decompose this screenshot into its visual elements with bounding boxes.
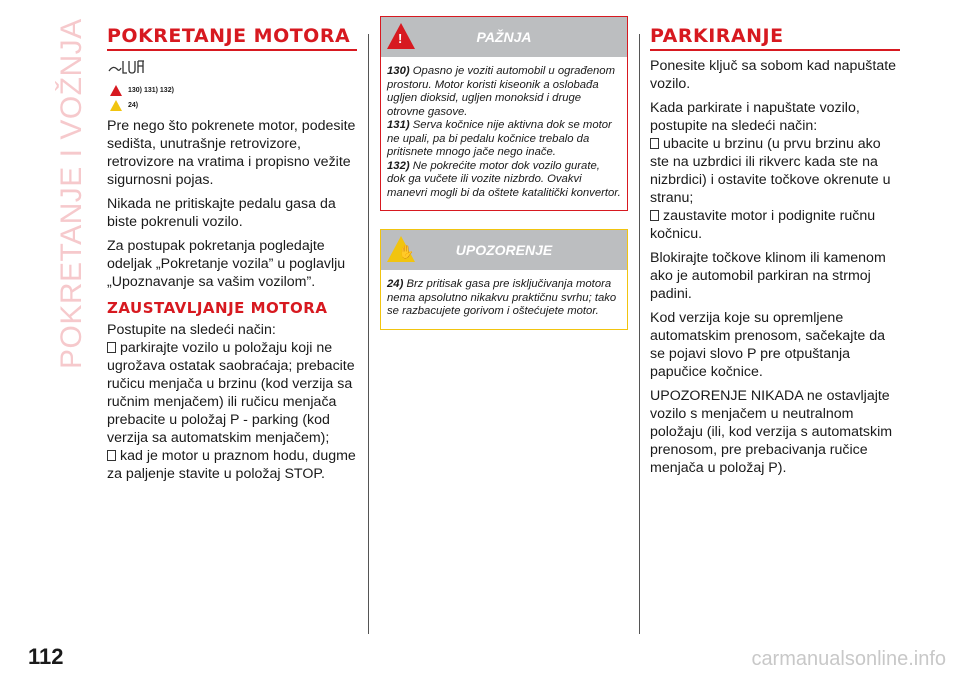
caution-item: 24) Brz pritisak gasa pre isključivanja motora nema apsolutno nikakvu praktičnu svrhu; tako se razbacujete gorivom i oštećujete motor.	[387, 278, 617, 317]
warning-title: PAŽNJA	[476, 29, 532, 45]
warning-item: 132) Ne pokrećite motor dok vozilo gurate, dok ga vučete ili vozite nizbrdo. Ovakvi manevri mogli bi da oštete katalitički konvertor.	[387, 159, 621, 199]
caution-box-body	[381, 270, 627, 329]
paragraph: Za postupak pokretanja pogledajte odeljak „Pokretanje vozila” u poglavlju „Upoznavanje sa vašim vozilom”.	[107, 238, 346, 290]
list-item: parkirajte vozilo u položaju koji ne ugrožava ostatak saobraćaja; prebacite ručicu menjača u brzinu (kod verzija sa ručnim menjačem) ili ručicu menjača prebacite u položaj P - parking (kod verzija sa automatskim menjačem);	[107, 340, 355, 446]
list-item: kad je motor u praznom hodu, dugme za paljenje stavite u položaj STOP.	[107, 448, 356, 482]
section-heading-engine-start: POKRETANJE MOTORA	[107, 28, 357, 51]
watermark: carmanualsonline.info	[751, 648, 946, 670]
warning-box	[380, 16, 628, 211]
caution-ref-numbers: 24)	[128, 102, 139, 109]
list-item: zaustavite motor i podignite ručnu kočnicu.	[650, 208, 876, 242]
list-item: ubacite u brzinu (u prvu brzinu ako ste na uzbrdici ili rikverc kada ste na nizbrdici) i ostavite točkove okrenute u stranu;	[650, 136, 891, 206]
engine-start-symbol-icon	[107, 57, 357, 81]
warning-triangle-icon: !	[387, 23, 415, 49]
caution-box-header	[381, 230, 627, 270]
paragraph: Ponesite ključ sa sobom kad napuštate vozilo.	[650, 58, 897, 92]
column-divider	[368, 34, 369, 634]
bullet-box-icon	[650, 138, 659, 149]
column-parking	[650, 25, 900, 477]
caution-reference	[107, 100, 357, 111]
warning-triangle-icon	[110, 85, 122, 96]
section-heading-parking: PARKIRANJE	[650, 28, 900, 51]
paragraph: Postupite na sledeći način:	[107, 322, 276, 338]
paragraph: Kod verzija koje su opremljene automatskim prenosom, sačekajte da se pojavi slovo P pre otpuštanja papučice kočnice.	[650, 310, 885, 380]
caution-box	[380, 229, 628, 330]
warning-reference	[107, 85, 357, 96]
column-notices	[380, 16, 628, 330]
warning-ref-numbers: 130) 131) 132)	[128, 87, 174, 94]
caution-hand-triangle-icon: ✋	[387, 236, 415, 262]
caution-triangle-icon	[110, 100, 122, 111]
warning-box-header	[381, 17, 627, 57]
column-divider	[639, 34, 640, 634]
bullet-box-icon	[107, 450, 116, 461]
paragraph: Kada parkirate i napuštate vozilo, postupite na sledeći način:	[650, 100, 860, 134]
bullet-box-icon	[107, 342, 116, 353]
warning-item: 130) Opasno je voziti automobil u ograđenom prostoru. Motor koristi kiseonik a oslobađa ugljen dioksid, ugljen monoksid i druge otrovne gasove.	[387, 65, 615, 118]
page-number: 112	[28, 644, 64, 669]
paragraph: Pre nego što pokrenete motor, podesite sedišta, unutrašnje retrovizore, retrovizore na vratima i propisno vežite sigurnosni pojas.	[107, 118, 356, 188]
caution-title: UPOZORENJE	[455, 242, 553, 258]
paragraph: Nikada ne pritiskajte pedalu gasa da biste pokrenuli vozilo.	[107, 196, 336, 230]
section-heading-engine-stop: ZAUSTAVLJANJE MOTORA	[107, 299, 328, 317]
paragraph: Blokirajte točkove klinom ili kamenom ako je automobil parkiran na strmoj padini.	[650, 250, 886, 302]
warning-item: 131) Serva kočnice nije aktivna dok se motor ne upali, pa bi pedalu kočnice trebalo da pritisnete mnogo jače nego inače.	[387, 119, 612, 158]
bullet-box-icon	[650, 210, 659, 221]
chapter-side-title: POKRETANJE I VOŽNJA	[55, 18, 88, 369]
column-engine-start	[107, 25, 357, 483]
paragraph: UPOZORENJE NIKADA ne ostavljajte vozilo s menjačem u neutralnom položaju (ili, kod verzija s automatskim prenosom, pre prebacivanja ručice menjača u položaj P).	[650, 388, 893, 476]
warning-box-body	[381, 57, 627, 210]
